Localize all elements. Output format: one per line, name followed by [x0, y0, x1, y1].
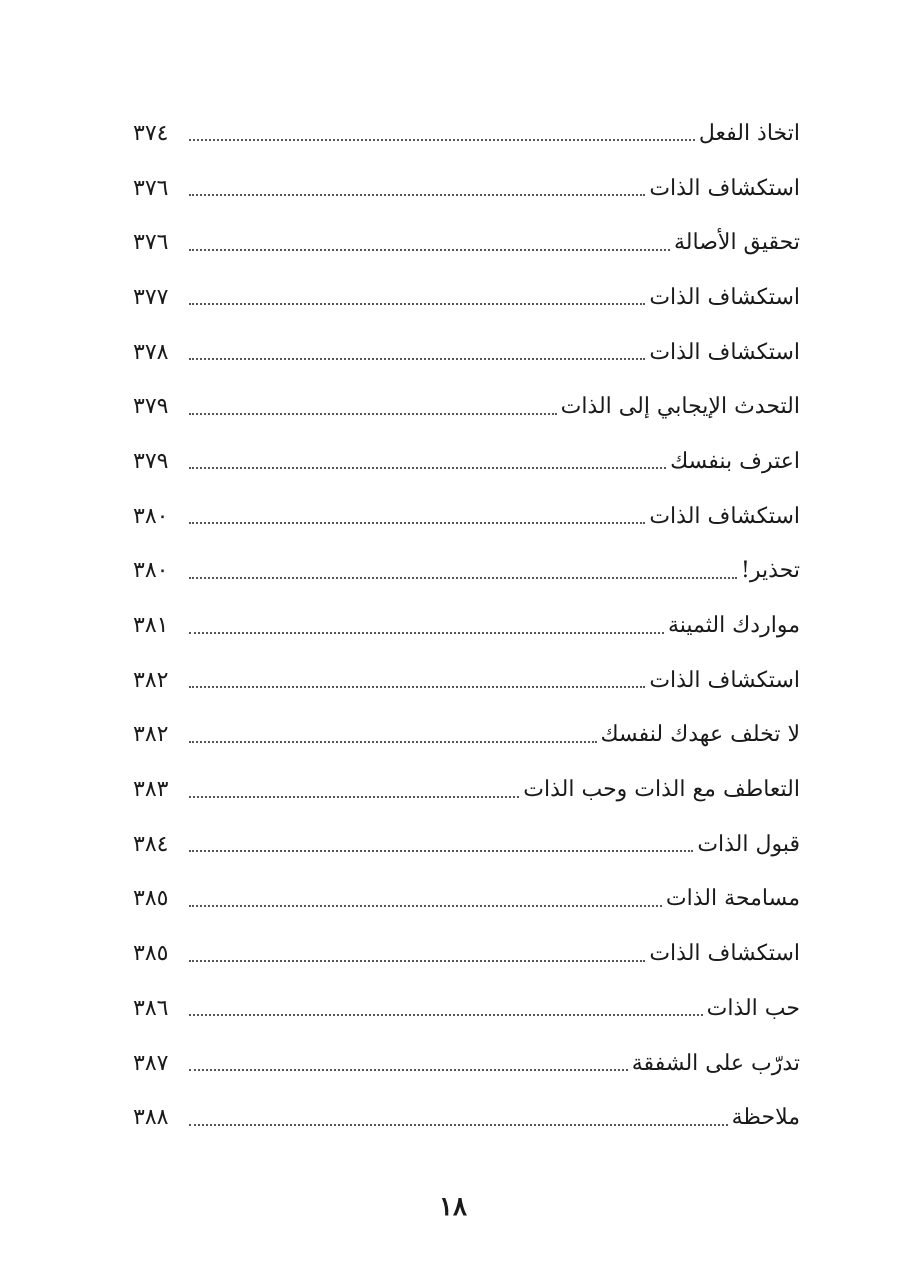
toc-entry-title: استكشاف الذات: [649, 284, 800, 310]
dot-leader: [189, 194, 645, 196]
toc-entry-page: ٣٨٠: [133, 558, 169, 584]
dot-leader: [189, 358, 645, 360]
toc-entry-page: ٣٧٦: [133, 175, 169, 201]
dot-leader: [189, 1069, 628, 1071]
dot-leader: [189, 522, 645, 524]
toc-entry-page: ٣٨٦: [133, 995, 169, 1021]
toc-entry-title: تدرّب على الشفقة: [631, 1050, 800, 1076]
toc-entry-title: مواردك الثمينة: [667, 613, 800, 639]
toc-entry-page: ٣٧٩: [133, 448, 169, 474]
toc-entry: [133, 161, 800, 216]
toc-entry-title: استكشاف الذات: [649, 175, 800, 201]
toc-entry-page: ٣٧٨: [133, 339, 169, 365]
toc-entry-page: ٣٨٧: [133, 1050, 169, 1076]
table-of-contents: [133, 106, 800, 1145]
toc-entry: [133, 653, 800, 708]
toc-entry-title: اتخاذ الفعل: [698, 120, 800, 146]
dot-leader: [189, 850, 693, 852]
dot-leader: [189, 139, 695, 141]
toc-entry-page: ٣٨٠: [133, 503, 169, 529]
toc-entry-page: ٣٧٩: [133, 394, 169, 420]
dot-leader: [189, 960, 645, 962]
dot-leader: [189, 467, 666, 469]
toc-entry: [133, 106, 800, 161]
toc-entry: [133, 762, 800, 817]
toc-entry-title: استكشاف الذات: [649, 667, 800, 693]
toc-entry-title: استكشاف الذات: [649, 941, 800, 967]
toc-entry-page: ٣٧٦: [133, 230, 169, 256]
toc-entry: [133, 981, 800, 1036]
dot-leader: [189, 1014, 703, 1016]
toc-entry: [133, 325, 800, 380]
toc-entry: [133, 1036, 800, 1091]
toc-entry-title: التعاطف مع الذات وحب الذات: [523, 777, 800, 803]
dot-leader: [189, 741, 597, 743]
toc-entry-title: التحدث الإيجابي إلى الذات: [560, 394, 800, 420]
toc-entry: [133, 926, 800, 981]
toc-entry-title: اعترف بنفسك: [670, 448, 800, 474]
toc-entry-page: ٣٧٧: [133, 284, 169, 310]
toc-entry: [133, 817, 800, 872]
dot-leader: [189, 632, 664, 634]
toc-entry-page: ٣٨٥: [133, 941, 169, 967]
toc-entry: [133, 379, 800, 434]
toc-entry-title: استكشاف الذات: [649, 339, 800, 365]
dot-leader: [189, 413, 557, 415]
toc-entry-title: ملاحظة: [731, 1105, 800, 1131]
toc-entry-title: تحقيق الأصالة: [674, 230, 800, 256]
toc-entry: [133, 872, 800, 927]
toc-entry-page: ٣٨٣: [133, 777, 169, 803]
toc-entry: [133, 489, 800, 544]
toc-entry: [133, 215, 800, 270]
toc-entry: [133, 434, 800, 489]
dot-leader: [189, 303, 645, 305]
toc-entry-title: تحذير!: [741, 558, 800, 584]
toc-entry-page: ٣٨٢: [133, 722, 169, 748]
toc-entry: [133, 708, 800, 763]
toc-entry-title: قبول الذات: [697, 831, 800, 857]
dot-leader: [189, 577, 737, 579]
dot-leader: [189, 905, 662, 907]
toc-entry-page: ٣٨٨: [133, 1105, 169, 1131]
toc-entry-page: ٣٨٥: [133, 886, 169, 912]
toc-entry-title: استكشاف الذات: [649, 503, 800, 529]
dot-leader: [189, 796, 519, 798]
toc-entry: [133, 544, 800, 599]
page-number: ١٨: [439, 1192, 467, 1222]
toc-entry-page: ٣٨٤: [133, 831, 169, 857]
dot-leader: [189, 686, 645, 688]
toc-entry-title: مسامحة الذات: [665, 886, 800, 912]
toc-entry-page: ٣٨١: [133, 613, 169, 639]
dot-leader: [189, 249, 670, 251]
toc-entry: [133, 1090, 800, 1145]
dot-leader: [189, 1124, 728, 1126]
toc-entry-page: ٣٧٤: [133, 120, 169, 146]
toc-entry-title: حب الذات: [706, 995, 800, 1021]
toc-entry: [133, 270, 800, 325]
toc-entry-title: لا تخلف عهدك لنفسك: [600, 722, 800, 748]
toc-entry-page: ٣٨٢: [133, 667, 169, 693]
toc-entry: [133, 598, 800, 653]
